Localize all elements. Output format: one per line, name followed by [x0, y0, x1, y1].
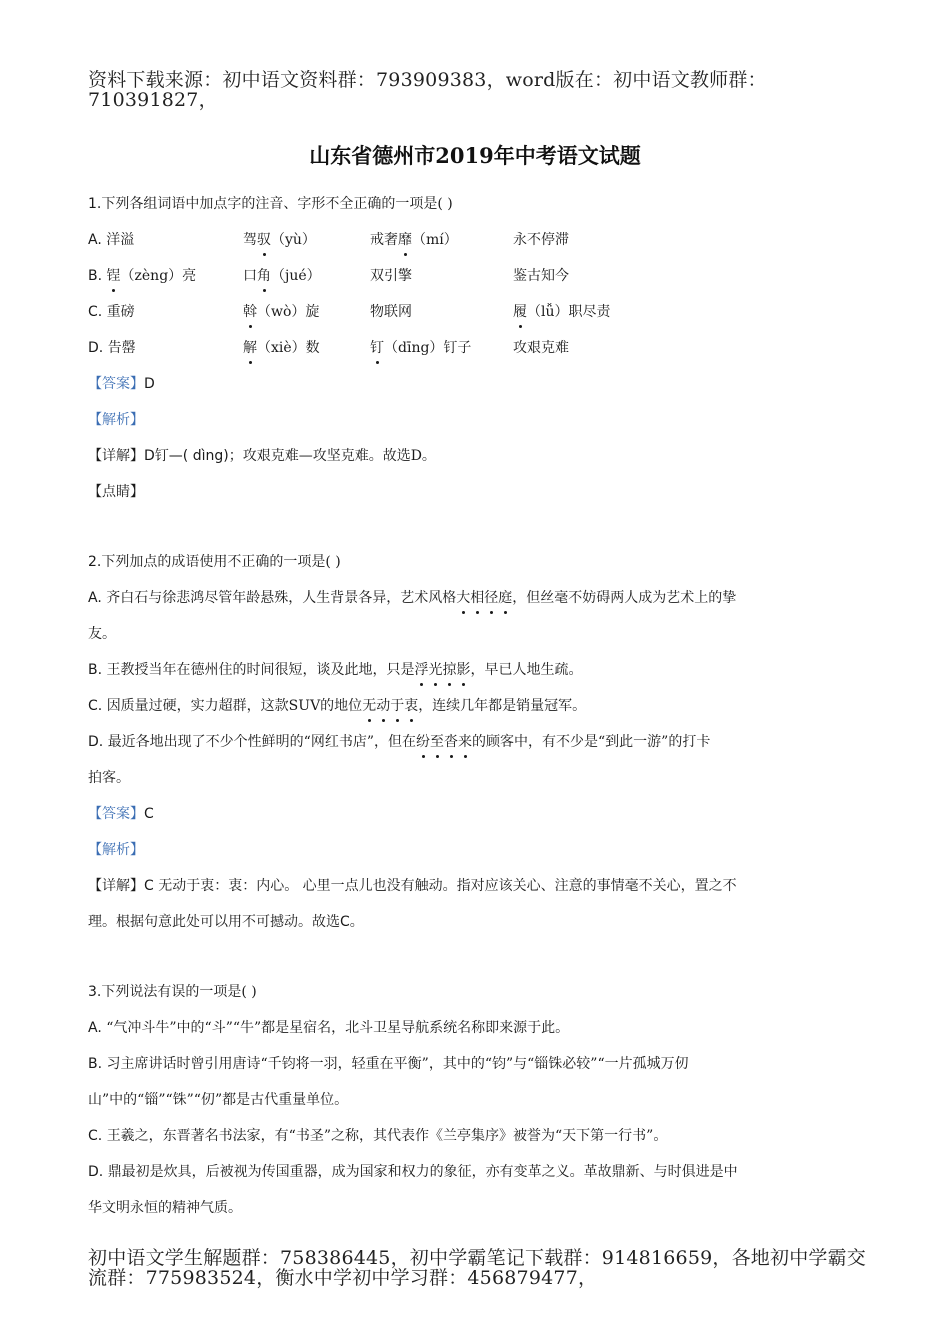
q2-detail-cont: [88, 908, 868, 944]
dotted-char: 于: [390, 692, 404, 720]
dotted-char: 来: [458, 728, 472, 756]
detail-text: 理。根据句意此处可以用不可撼动。故选: [88, 914, 340, 930]
option-text: 华文明永恒的精神气质。: [88, 1200, 242, 1216]
q1-detail: [88, 442, 868, 478]
q3-option-d-cont: [88, 1194, 868, 1230]
option-text: 王羲之，东晋著名书法家，有“书圣”之称，其代表作《兰亭集序》被誉为“天下第一行书”。: [106, 1128, 668, 1144]
option-letter: A.: [88, 1020, 102, 1036]
dotted-char: 角: [257, 262, 271, 290]
q1-answer: [88, 370, 868, 406]
q2-option-a-cont: [88, 620, 868, 656]
dotted-char: 影: [457, 656, 471, 684]
option-text: 拍客。: [88, 770, 130, 786]
word: 鉴古知今: [513, 268, 569, 284]
q3-number: 3.: [88, 984, 102, 1000]
footer-group-note: 初中语文学生解题群：758386445，初中学霸笔记下载群：914816659，各地初中学霸交流群：775983524，衡水中学初中学习群：456879477，: [88, 1247, 866, 1289]
q3-option-b-cont: [88, 1086, 868, 1122]
q2-number: 2.: [88, 554, 102, 570]
dotted-char: 至: [430, 728, 444, 756]
q2-option-c: [88, 692, 868, 728]
option-letter: C.: [88, 1128, 103, 1144]
q2-stem-text: 下列加点的成语使用不正确的一项是( ): [101, 554, 341, 570]
option-text: 山”中的“锱”“铢”“仞”都是古代重量单位。: [88, 1092, 349, 1108]
comment-label: 【点睛】: [88, 484, 144, 500]
word: 戒奢靡（mí）: [370, 226, 458, 254]
q3-stem-text: 下列说法有误的一项是( ): [101, 984, 257, 1000]
option-text: 习主席讲话时曾引用唐诗“千钧将一羽，轻重在平衡”，其中的“钧”与“锱铢必较”“一片孤城万仞: [106, 1056, 689, 1072]
word: （zèng）亮: [120, 268, 197, 284]
detail-text: D: [144, 448, 155, 464]
option-text: 王教授当年在德州住的时间很短，谈及此地，只是: [106, 662, 415, 678]
word: 钉（dīng）钉子: [370, 334, 471, 362]
word: 解（xiè）数: [243, 334, 320, 362]
dotted-char: 光: [429, 656, 443, 684]
option-text: ，但丝毫不妨碍两人成为艺术上的挚: [512, 590, 737, 606]
q1-stem-text: 下列各组词语中加点字的注音、字形不全正确的一项是( ): [101, 196, 453, 212]
option-letter: C.: [88, 698, 103, 714]
word: 洋溢: [106, 232, 135, 248]
dotted-idiom: [456, 590, 512, 606]
detail-text: 无动于衷：衷：内心。 心里一点儿也没有触动。指对应该关心、注意的事情毫不关心，置之不: [158, 878, 737, 894]
word: 驾驭（yù）: [243, 226, 316, 254]
dotted-idiom: [416, 734, 472, 750]
exam-content: [88, 190, 868, 1230]
word: 双引擎: [370, 268, 412, 284]
option-text: 因质量过硬，实力超群，这款SUV的地位: [106, 698, 363, 714]
dotted-idiom: [415, 662, 471, 678]
option-text: 最近各地出现了不少个性鲜明的“网红书店”，但在: [107, 734, 417, 750]
dotted-char: 无: [362, 692, 376, 720]
q1-option-d: [88, 334, 868, 370]
q1-option-b: [88, 262, 868, 298]
option-text: 友。: [88, 626, 116, 642]
dotted-char: 靡: [398, 226, 412, 254]
detail-text: ；攻艰克难—攻坚克难。故选D。: [228, 448, 436, 464]
answer-label: 【答案】: [88, 806, 144, 822]
dotted-char: 解: [243, 334, 257, 362]
analysis-label: 【解析】: [88, 412, 144, 428]
dotted-char: 大: [456, 584, 470, 612]
detail-text: 。: [349, 914, 364, 930]
header-source-note: 资料下载来源：初中语文资料群：793909383，word版在：初中语文教师群：710391827，: [88, 69, 767, 111]
option-letter: D.: [88, 734, 104, 750]
q1-option-a: [88, 226, 868, 262]
dotted-char: 衷: [404, 692, 418, 720]
q3-option-b: [88, 1050, 868, 1086]
q1-number: 1.: [88, 196, 102, 212]
option-text: ，连续几年都是销量冠军。: [418, 698, 587, 714]
dotted-char: 沓: [444, 728, 458, 756]
dotted-char: 庭: [498, 584, 512, 612]
dotted-char: 履: [513, 298, 527, 326]
dotted-char: 浮: [415, 656, 429, 684]
answer-value: C: [144, 806, 154, 822]
option-text: 齐白石与徐悲鸿尽管年龄悬殊，人生背景各异，艺术风格: [106, 590, 457, 606]
page-title: 山东省德州市2019年中考语文试题: [309, 143, 641, 168]
q2-stem: [88, 548, 868, 584]
detail-text: C: [144, 878, 154, 894]
word: 斡（wò）旋: [243, 298, 319, 326]
option-text: “气冲斗牛”中的“斗”“牛”都是星宿名，北斗卫星导航系统名称即来源于此。: [106, 1020, 570, 1036]
option-letter: A.: [88, 590, 102, 606]
q2-option-d: [88, 728, 868, 764]
dotted-char: 纷: [416, 728, 430, 756]
dotted-char: 动: [376, 692, 390, 720]
option-letter: B.: [88, 662, 103, 678]
option-text: 的顾客中，有不少是“到此一游”的打卡: [472, 734, 711, 750]
option-letter: C.: [88, 304, 103, 320]
word: 口角（jué）: [243, 262, 321, 290]
q2-option-a: [88, 584, 868, 620]
option-letter: A.: [88, 232, 102, 248]
answer-value: D: [144, 376, 155, 392]
dotted-idiom: [362, 698, 418, 714]
q1-option-c: [88, 298, 868, 334]
detail-text: C: [340, 914, 350, 930]
dotted-char: 斡: [243, 298, 257, 326]
dotted-char: 钉: [370, 334, 384, 362]
option-text: 鼎最初是炊具，后被视为传国重器，成为国家和权力的象征，亦有变革之义。革故鼎新、与时俱进是中: [107, 1164, 738, 1180]
q3-stem: [88, 978, 868, 1014]
q3-option-a: [88, 1014, 868, 1050]
analysis-label: 【解析】: [88, 842, 144, 858]
option-text: ，早已人地生疏。: [470, 662, 583, 678]
word: 告罄: [107, 340, 136, 356]
detail-text: 钉—( dìng): [154, 448, 229, 464]
dotted-char: 径: [484, 584, 498, 612]
q1-comment: [88, 478, 868, 514]
dotted-char: 掠: [443, 656, 457, 684]
option-letter: B.: [88, 1056, 103, 1072]
q2-option-b: [88, 656, 868, 692]
dotted-char: 相: [470, 584, 484, 612]
answer-label: 【答案】: [88, 376, 144, 392]
q2-answer: [88, 800, 868, 836]
dotted-char: 锃: [107, 262, 121, 290]
q2-detail: [88, 872, 868, 908]
option-letter: B.: [88, 268, 103, 284]
detail-label: 【详解】: [88, 448, 144, 464]
word: 攻艰克难: [513, 340, 569, 356]
word: 物联网: [370, 304, 412, 320]
q2-analysis: [88, 836, 868, 872]
word: 永不停滞: [513, 232, 569, 248]
q2-option-d-cont: [88, 764, 868, 800]
q1-stem: [88, 190, 868, 226]
detail-label: 【详解】: [88, 878, 144, 894]
q3-option-c: [88, 1122, 868, 1158]
q1-analysis: [88, 406, 868, 442]
dotted-char: 驭: [257, 226, 271, 254]
option-letter: D.: [88, 1164, 104, 1180]
word: 履（lǚ）职尽责: [513, 298, 611, 326]
q3-option-d: [88, 1158, 868, 1194]
option-letter: D.: [88, 340, 104, 356]
word: 重磅: [106, 304, 135, 320]
